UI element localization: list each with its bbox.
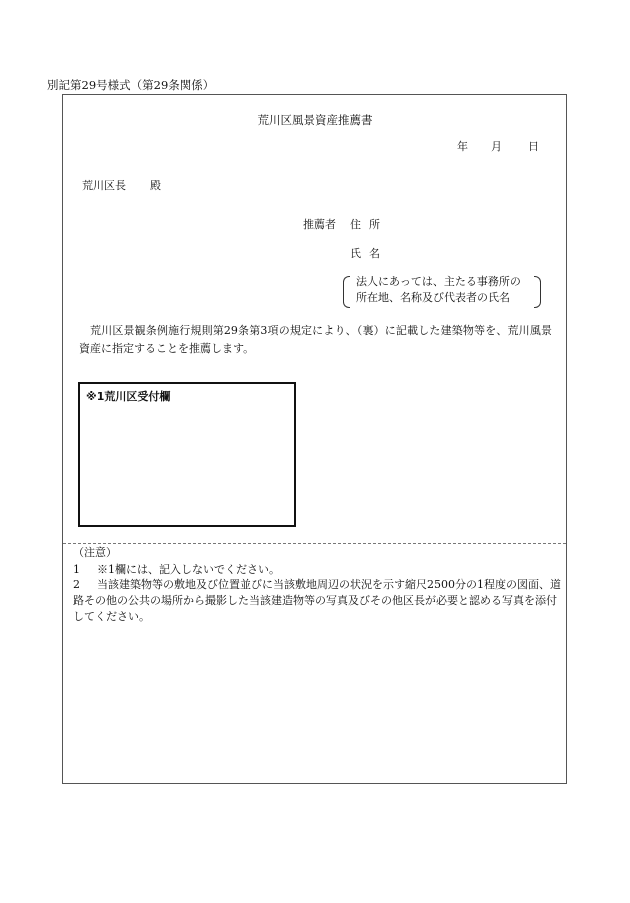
receipt-box-label: ※1荒川区受付欄 (86, 390, 171, 403)
right-bracket (534, 276, 541, 308)
note-number: 2 (73, 578, 80, 591)
section-divider (63, 543, 566, 544)
left-bracket (343, 276, 350, 308)
note-item-1 (73, 562, 280, 578)
address-label: 住所 (350, 218, 388, 231)
note-number: 1 (73, 563, 80, 576)
addressee-name: 荒川区長 (82, 179, 126, 192)
note-text: 当該建築物等の敷地及び位置並びに当該敷地周辺の状況を示す縮尺2500分の1程度の図面、道路その他の公共の場所から撮影した当該建造物等の写真及びその他区長が必要と認める写真を添付してください。 (73, 578, 561, 623)
notes-heading: （注意） (73, 546, 117, 559)
recommendation-statement: 荒川区景観条例施行規則第29条第3項の規定により、（裏）に記載した建築物等を、荒川風景資産に指定することを推薦します。 (79, 324, 552, 355)
form-number-label: 別記第29号様式（第29条関係） (47, 78, 215, 92)
date-month-label: 月 (491, 140, 502, 153)
name-label: 氏名 (350, 247, 388, 260)
recommender-label: 推薦者 (303, 218, 336, 231)
corporate-note-line-1: 法人にあっては、主たる事務所の (356, 275, 521, 288)
date-year-label: 年 (457, 140, 468, 153)
date-day-label: 日 (528, 140, 539, 153)
document-title: 荒川区風景資産推薦書 (257, 113, 373, 127)
note-item-2 (73, 577, 563, 625)
corporate-note (343, 274, 541, 308)
note-text: ※1欄には、記入しないでください。 (97, 563, 280, 576)
corporate-note-line-2: 所在地、名称及び代表者の氏名 (356, 291, 510, 304)
addressee-honorific: 殿 (150, 179, 161, 192)
receipt-box (78, 382, 296, 527)
